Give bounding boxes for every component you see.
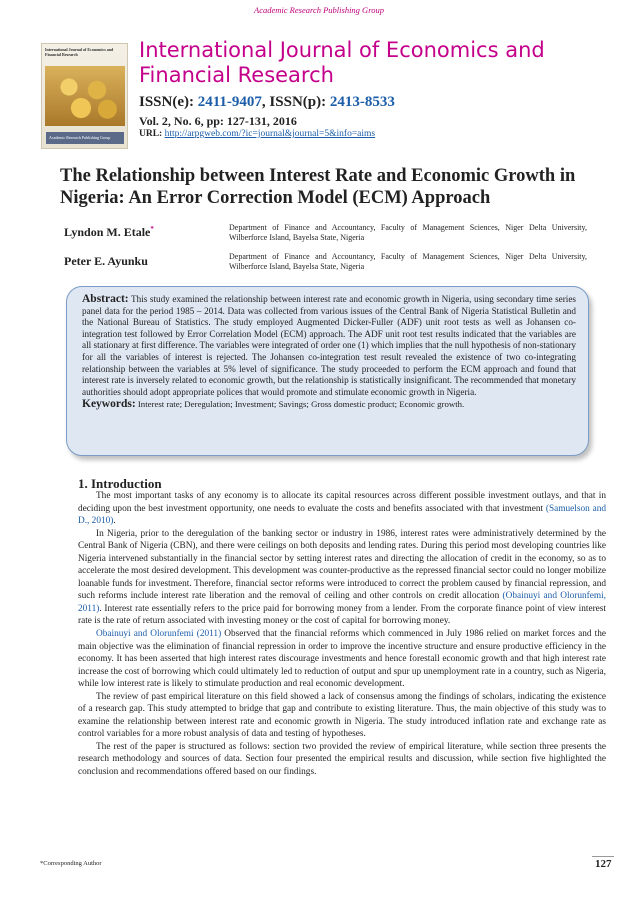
cover-title: International Journal of Economics and Financial Research [45,47,114,57]
author-2-name: Peter E. Ayunku [64,254,148,268]
journal-cover-image [41,43,128,149]
paragraph-text: The most important tasks of any economy is to allocate its capital resources across different possible investment outlays, and that in deciding upon the best investment opportunity, one needs to evaluate the costs and benefits associated with that investment [78,491,606,514]
corresponding-author-footnote: *Corresponding Author [40,860,102,867]
volume-info: Vol. 2, No. 6, pp: 127-131, 2016 [139,114,297,128]
paragraph [78,528,606,628]
publisher-header: Academic Research Publishing Group [254,5,384,15]
keywords-text: Interest rate; Deregulation; Investment; Savings; Gross domestic product; Economic growth. [135,399,465,410]
author-1-name: Lyndon M. Etale [64,225,151,239]
page-number: 127 [595,858,612,870]
journal-title: International Journal of Economics and Financial Research [139,38,545,87]
section-heading-introduction: 1. Introduction [78,476,162,491]
paragraph [78,490,606,528]
issn-p-value: 2413-8533 [329,94,395,110]
paragraph: The review of past empirical literature on this field showed a lack of consensus among the findings of scholars, indicating the existence of a research gap. This study attempted to bridge that gap and contribute to existing literature. Thus, the main objective of this study was to examine the relationship between interest rate and economic growth in Nigeria. The study introduced inflation rate and exchange rate as control variables for a more robust analysis of data and testing of hypotheses. [78,691,606,740]
corresponding-mark: * [150,225,154,233]
abstract-box [66,286,589,456]
citation-link[interactable]: Obainuyi and Olorunfemi (2011) [96,629,222,640]
page-number-rule [592,856,614,857]
abstract-label: Abstract: [82,293,129,305]
citation-link[interactable]: (Samuelson and D., 2010) [78,503,606,527]
journal-url-link[interactable]: http://arpgweb.com/?ic=journal&journal=5&info=aims [164,129,376,139]
paragraph [78,628,606,691]
paragraph-text: . Interest rate essentially refers to the price paid for borrowing money from a lender. From the corporate finance point of view interest rate is the rate of return associated with investing money or the cost of capital for borrowing money. [78,603,606,627]
issn-e-label: ISSN(e): [139,94,198,110]
paragraph-text: . [113,516,116,527]
issn-e-value: 2411-9407 [197,94,262,110]
journal-url-line [139,129,375,139]
author-name [64,225,154,240]
paragraph: The rest of the paper is structured as follows: section two provided the review of empirical literature, while section three presents the research methodology and sources of data. Section four presented the empirical results and discussion, while section five highlighted the conclusion and recommendations offered based on our findings. [78,741,606,778]
issn-line [139,94,395,111]
introduction-body [78,490,606,779]
keywords-line [82,398,576,410]
author-2-affiliation: Department of Finance and Accountancy, Faculty of Management Sciences, Niger Delta University, Wilberforce Island, Bayelsa State, Nigeria [229,252,587,271]
author-1-affiliation: Department of Finance and Accountancy, Faculty of Management Sciences, Niger Delta University, Wilberforce Island, Bayelsa State, Nigeria [229,223,587,242]
abstract-paragraph [82,294,576,398]
abstract-text: This study examined the relationship between interest rate and economic growth in Nigeria, using secondary time series panel data for the period 1985 – 2014. Data was collected from various issues of the Central Bank of Nigeria Statistical Bulletin and the National Bureau of Statistics. The study employed Augmented Dicker-Fuller (ADF) unit root tests as well as Johansen co-integration test followed by Error Correlation Model (ECM) approach. The ADF unit root test results indicated that the variables are all stationary at first difference. The variables were integrated of order one (1) which implies that the null hypothesis of non-stationary for all the variables of interest is rejected. The Johansen co-integration test result revealed the existence of two co-integrating relationship between the variables at 5% level of significance. The study proceeded to perform the ECM approach and found that interest rate is inversely related to economic growth, but the relationship is statistically insignificant. The recommended that monetary authorities should adopt appropriate polices that would promote and stimulate economic growth in Nigeria. [82,294,576,397]
issn-separator: , ISSN(p): [261,94,330,110]
paragraph-text: In Nigeria, prior to the deregulation of the banking sector or industry in 1986, interest rates were administratively determined by the Central Bank of Nigeria (CBN), and there were ceilings on both deposits and lending rates. During this period most developing countries like Nigeria intervened substantially in the financial sector by setting interest rates and directing the allocation of credit in the economy, so as to accelerate the most desired development. This development was counter-productive as the repressed financial sector could no longer mobilize loanable funds for investment. Therefore, financial sector reforms were introduced to correct the problem caused by financial repression, and such reforms include interest rate liberation and the removal of ceiling and other controls on credit allocation [78,528,606,602]
coins-image [45,66,125,126]
citation-link[interactable]: (Obainuyi and Olorunfemi, 2011) [78,591,606,614]
paper-title: The Relationship between Interest Rate and Economic Growth in Nigeria: An Error Correction Model (ECM) Approach [60,166,576,208]
paragraph-text: Observed that the financial reforms which commenced in July 1986 relied on market forces and the main objective was the elimination of financial repression in order to improve the incentive structure and ensure productive efficiency in the economy. It has been asserted that high interest rates discourage investments and hence forestall economic growth and that high interest rate increase the cost of borrowing which could ultimately led to reduction of output and spur up unemployment rate in a country, such as Nigeria, while low interest rate is likely to stimulate production and real economic development. [78,629,606,690]
cover-publisher-logo: Academic Research Publishing Group [46,132,124,144]
keywords-label: Keywords: [82,398,136,411]
url-label: URL: [139,129,165,139]
